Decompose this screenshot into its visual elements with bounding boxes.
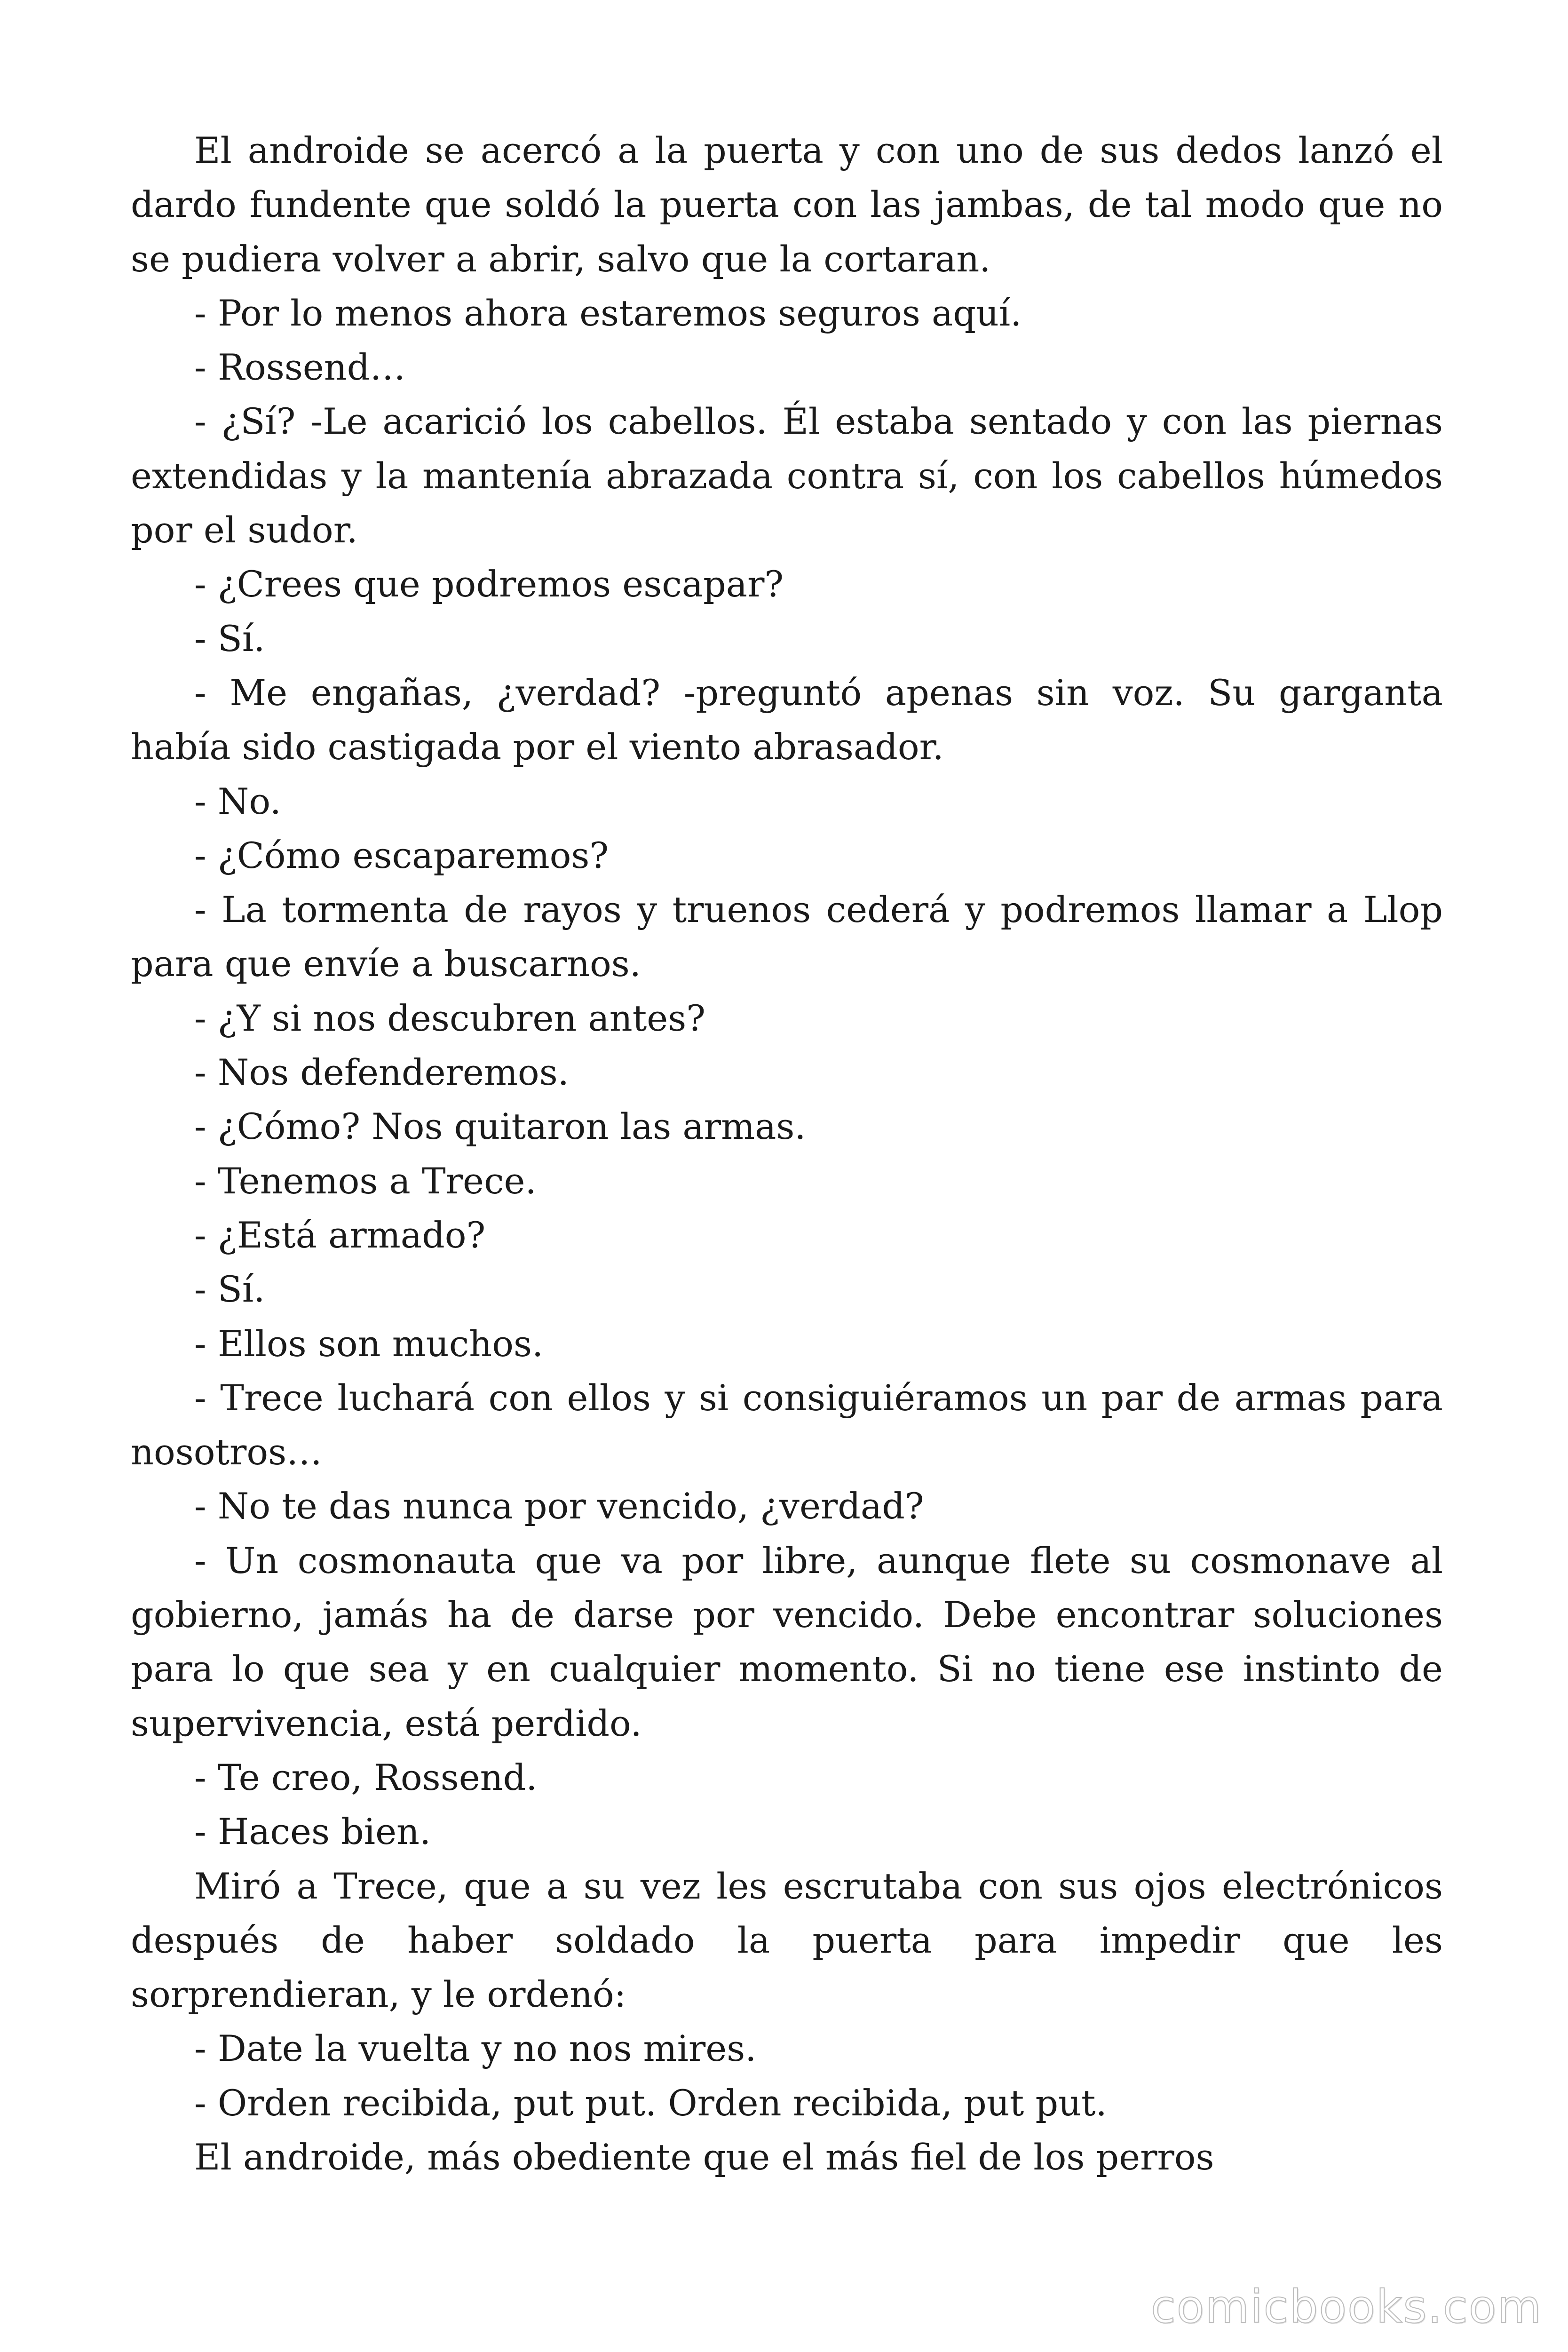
paragraph: - Orden recibida, put put. Orden recibida, put put. bbox=[194, 2082, 1107, 2124]
paragraph: - Sí. bbox=[194, 617, 265, 660]
paragraph: El androide, más obediente que el más fiel de los perros bbox=[194, 2136, 1214, 2178]
paragraph: - Trece luchará con ellos y si consiguiéramos un par de armas para nosotros… bbox=[131, 1376, 1443, 1473]
paragraph: - No te das nunca por vencido, ¿verdad? bbox=[194, 1485, 924, 1527]
paragraph: Miró a Trece, que a su vez les escrutaba con sus ojos electrónicos después de haber soldado la puerta para impedir que les sorprendieran, y le ordenó: bbox=[131, 1865, 1443, 2016]
paragraph: - Ellos son muchos. bbox=[194, 1322, 544, 1365]
paragraph: - No. bbox=[194, 780, 281, 822]
paragraph: - Sí. bbox=[194, 1268, 265, 1311]
paragraph: - ¿Y si nos descubren antes? bbox=[194, 997, 705, 1039]
paragraph: - La tormenta de rayos y truenos cederá y podremos llamar a Llop para que envíe a buscarnos. bbox=[131, 889, 1443, 985]
paragraph: - Nos defenderemos. bbox=[194, 1051, 569, 1094]
paragraph: - ¿Crees que podremos escapar? bbox=[194, 563, 784, 605]
paragraph: - Me engañas, ¿verdad? -preguntó apenas sin voz. Su garganta había sido castigada por el viento abrasador. bbox=[131, 671, 1443, 768]
paragraph: - Date la vuelta y no nos mires. bbox=[194, 2027, 757, 2070]
paragraph: - Haces bien. bbox=[194, 1811, 431, 1853]
paragraph: - ¿Cómo? Nos quitaron las armas. bbox=[194, 1105, 806, 1148]
paragraph: - ¿Está armado? bbox=[194, 1214, 486, 1256]
paragraph: - Te creo, Rossend. bbox=[194, 1756, 538, 1798]
paragraph: - Un cosmonauta que va por libre, aunque flete su cosmonave al gobierno, jamás ha de darse por vencido. Debe encontrar soluciones para lo que sea y en cualquier momento. Si no tiene ese instinto de supervivencia, está perdido. bbox=[131, 1539, 1443, 1744]
paragraph: El androide se acercó a la puerta y con uno de sus dedos lanzó el dardo fundente que soldó la puerta con las jambas, de tal modo que no se pudiera volver a abrir, salvo que la cortaran. bbox=[131, 129, 1443, 280]
paragraph: - Por lo menos ahora estaremos seguros aquí. bbox=[194, 292, 1022, 334]
paragraph: - Rossend… bbox=[194, 346, 406, 389]
watermark: comicbooks.com bbox=[1150, 2280, 1542, 2333]
paragraph: - Tenemos a Trece. bbox=[194, 1160, 537, 1202]
paragraph: - ¿Cómo escaparemos? bbox=[194, 834, 609, 876]
body-text bbox=[131, 123, 1443, 2184]
paragraph: - ¿Sí? -Le acarició los cabellos. Él estaba sentado y con las piernas extendidas y la mantenía abrazada contra sí, con los cabellos húmedos por el sudor. bbox=[131, 400, 1443, 551]
